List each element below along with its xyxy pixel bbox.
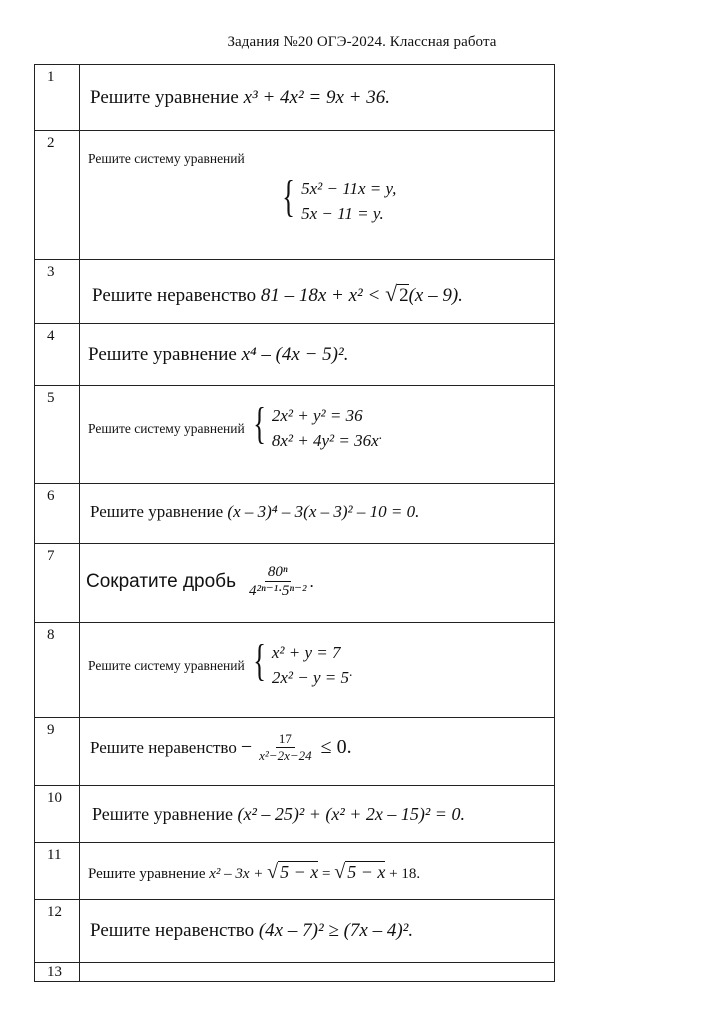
task-cell: [80, 963, 555, 982]
task-expression: x³ + 4x² = 9x + 36.: [243, 87, 390, 108]
row-number: 5: [35, 386, 80, 484]
fraction-numerator: 17: [276, 732, 295, 748]
table-row: [35, 718, 555, 786]
task-prefix: Решите неравенство: [92, 285, 257, 306]
task-cell: [80, 260, 555, 324]
task-tail: ≤ 0.: [320, 736, 352, 759]
sqrt-icon: √: [385, 282, 398, 306]
row-number: 8: [35, 623, 80, 718]
system-line: x² + y = 7: [271, 643, 341, 662]
task-cell: [80, 900, 555, 963]
task-cell: [80, 324, 555, 386]
table-row: [35, 65, 555, 131]
task-suffix: .: [349, 664, 353, 680]
task-cell: [80, 718, 555, 786]
row-number: 7: [35, 544, 80, 623]
table-row: [35, 843, 555, 900]
sqrt-icon: √: [267, 861, 279, 883]
task-cell: [80, 544, 555, 623]
task-expression-tail: (x – 9).: [408, 285, 463, 306]
row-number: 9: [35, 718, 80, 786]
equals-sign: =: [318, 866, 335, 882]
tasks-table: [34, 64, 555, 982]
table-row: [35, 623, 555, 718]
fraction: [246, 564, 310, 600]
row-number: 13: [35, 963, 80, 982]
system-line: 5x − 11 = y.: [301, 203, 384, 223]
page-title: Задания №20 ОГЭ-2024. Классная работа: [227, 34, 497, 50]
task-expression: (x² – 25)² + (x² + 2x – 15)² = 0.: [237, 804, 465, 824]
task-suffix: .: [309, 572, 314, 592]
task-prefix: Решите систему уравнений: [88, 151, 245, 166]
task-prefix: Сократите дробь: [86, 571, 236, 593]
task-cell: [80, 623, 555, 718]
row-number: 3: [35, 260, 80, 324]
table-row: [35, 786, 555, 843]
system-line: 2x² + y² = 36: [271, 406, 363, 425]
table-row: [35, 484, 555, 544]
row-number: 12: [35, 900, 80, 963]
task-prefix: Решите систему уравнений: [88, 420, 245, 436]
table-row: [35, 131, 555, 260]
equation-system: [249, 399, 379, 453]
task-prefix: Решите систему уравнений: [88, 657, 245, 673]
task-cell: [80, 843, 555, 900]
system-line: 5x² − 11x = y,: [301, 179, 397, 198]
sqrt-radicand: 5 − x: [347, 862, 386, 882]
fraction: [256, 732, 314, 764]
table-row: [35, 324, 555, 386]
task-cell: [80, 484, 555, 544]
task-cell: [80, 386, 555, 484]
task-prefix: Решите неравенство: [90, 737, 237, 757]
row-number: 11: [35, 843, 80, 900]
row-number: 1: [35, 65, 80, 131]
task-prefix: Решите уравнение: [88, 344, 237, 365]
row-number: 6: [35, 484, 80, 544]
task-expression: 81 – 18x + x² <: [260, 285, 386, 306]
table-row: [35, 386, 555, 484]
task-prefix: Решите неравенство: [90, 920, 255, 941]
row-number: 4: [35, 324, 80, 386]
table-row: [35, 963, 555, 982]
task-cell: [80, 65, 555, 131]
equation-system: [278, 172, 397, 226]
task-cell: [80, 131, 555, 260]
brace-icon: {: [252, 399, 266, 448]
sqrt-radicand: 5 − x: [280, 862, 319, 882]
brace-icon: {: [282, 172, 295, 221]
task-prefix: Решите уравнение: [92, 804, 233, 824]
task-expression-tail: + 18.: [385, 866, 421, 882]
task-prefix: Решите уравнение: [90, 87, 239, 108]
task-expression: x² – 3x +: [209, 866, 268, 882]
task-expression: x⁴ – (4x − 5)².: [241, 344, 349, 365]
task-suffix: .: [378, 427, 383, 443]
table-row: [35, 900, 555, 963]
task-prefix: Решите уравнение: [90, 502, 224, 521]
fraction-denominator: 4²ⁿ⁻¹·5ⁿ⁻²: [248, 583, 307, 600]
task-cell: [80, 786, 555, 843]
row-number: 10: [35, 786, 80, 843]
system-line: 8x² + 4y² = 36x: [271, 430, 379, 450]
sqrt-radicand: 2: [399, 285, 409, 306]
minus-sign: −: [240, 736, 253, 759]
fraction-denominator: x²−2x−24: [259, 747, 312, 763]
brace-icon: {: [252, 636, 266, 685]
table-row: [35, 544, 555, 623]
system-line: 2x² − y = 5: [271, 667, 349, 687]
task-prefix: Решите уравнение: [88, 866, 206, 882]
sqrt-icon: √: [334, 861, 346, 883]
row-number: 2: [35, 131, 80, 260]
equation-system: [249, 636, 349, 690]
table-row: [35, 260, 555, 324]
task-expression: (4x – 7)² ≥ (7x – 4)².: [258, 920, 414, 941]
task-expression: (x – 3)⁴ – 3(x – 3)² – 10 = 0.: [227, 502, 420, 521]
fraction-numerator: 80ⁿ: [265, 564, 291, 582]
